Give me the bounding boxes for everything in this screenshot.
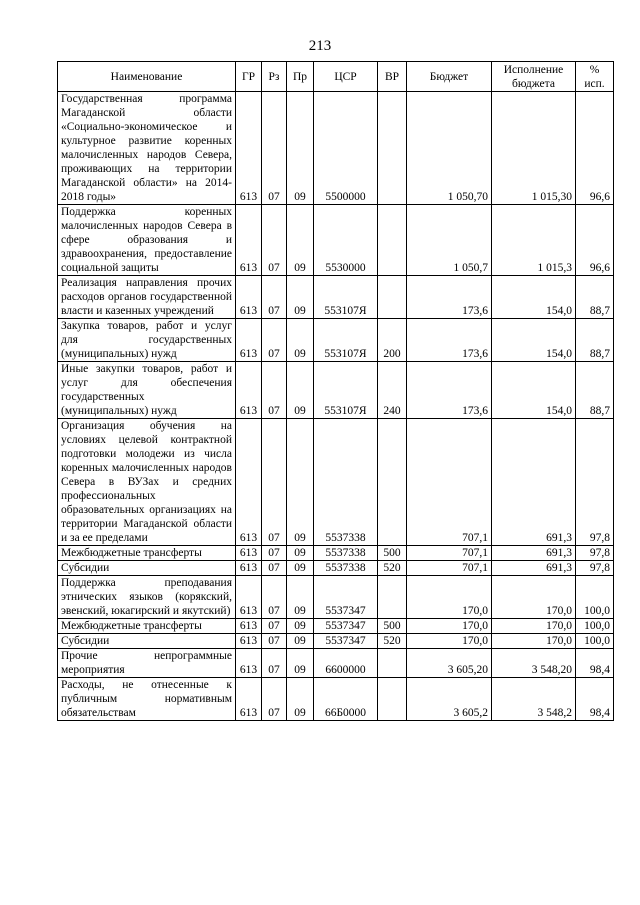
row-vr [378, 649, 407, 678]
row-vr: 200 [378, 319, 407, 362]
row-gr: 613 [236, 546, 262, 561]
row-gr: 613 [236, 619, 262, 634]
row-budget: 173,6 [407, 276, 492, 319]
row-gr: 613 [236, 678, 262, 721]
row-vr [378, 92, 407, 205]
row-name: Расходы, не отнесенные к публичным нормативным обязательствам [58, 678, 236, 721]
row-execution: 3 548,20 [492, 649, 576, 678]
row-execution: 1 015,30 [492, 92, 576, 205]
row-budget: 170,0 [407, 576, 492, 619]
row-gr: 613 [236, 319, 262, 362]
table-row [58, 319, 614, 362]
row-pr: 09 [287, 634, 314, 649]
row-execution: 691,3 [492, 419, 576, 546]
row-pr: 09 [287, 319, 314, 362]
table-row [58, 634, 614, 649]
row-vr [378, 678, 407, 721]
row-rz: 07 [262, 576, 287, 619]
row-rz: 07 [262, 619, 287, 634]
row-percent: 97,8 [576, 561, 614, 576]
column-header-pr: Пр [287, 62, 314, 92]
table-row [58, 205, 614, 276]
row-percent: 96,6 [576, 205, 614, 276]
row-csr: 553107Я [314, 362, 378, 419]
row-pr: 09 [287, 205, 314, 276]
row-csr: 5537338 [314, 546, 378, 561]
row-budget: 3 605,20 [407, 649, 492, 678]
row-budget: 1 050,70 [407, 92, 492, 205]
row-execution: 170,0 [492, 576, 576, 619]
table-row [58, 649, 614, 678]
column-header-vr: ВР [378, 62, 407, 92]
row-rz: 07 [262, 319, 287, 362]
row-name: Иные закупки товаров, работ и услуг для обеспечения государственных (муниципальных) нужд [58, 362, 236, 419]
row-name: Государственная программа Магаданской области «Социально-экономическое и культурное развитие коренных малочисленных народов Севера, проживающих на территории Магаданской области» на 2014-2018 годы» [58, 92, 236, 205]
row-rz: 07 [262, 649, 287, 678]
table-row [58, 276, 614, 319]
row-gr: 613 [236, 205, 262, 276]
row-execution: 170,0 [492, 619, 576, 634]
row-percent: 97,8 [576, 546, 614, 561]
row-execution: 154,0 [492, 319, 576, 362]
row-percent: 100,0 [576, 619, 614, 634]
row-name: Реализация направления прочих расходов органов государственной власти и казенных учреждений [58, 276, 236, 319]
row-vr: 520 [378, 561, 407, 576]
row-vr [378, 276, 407, 319]
row-pr: 09 [287, 678, 314, 721]
row-name: Закупка товаров, работ и услуг для государственных (муниципальных) нужд [58, 319, 236, 362]
row-pr: 09 [287, 546, 314, 561]
row-pr: 09 [287, 576, 314, 619]
row-csr: 5537347 [314, 576, 378, 619]
row-execution: 1 015,3 [492, 205, 576, 276]
row-percent: 97,8 [576, 419, 614, 546]
row-execution: 154,0 [492, 276, 576, 319]
row-percent: 88,7 [576, 362, 614, 419]
row-pr: 09 [287, 362, 314, 419]
row-csr: 5537347 [314, 619, 378, 634]
table-row [58, 576, 614, 619]
table-row [58, 619, 614, 634]
row-name: Субсидии [58, 634, 236, 649]
row-pr: 09 [287, 92, 314, 205]
row-pr: 09 [287, 649, 314, 678]
row-percent: 96,6 [576, 92, 614, 205]
row-csr: 5537338 [314, 561, 378, 576]
row-vr: 500 [378, 546, 407, 561]
row-execution: 154,0 [492, 362, 576, 419]
row-gr: 613 [236, 419, 262, 546]
row-budget: 3 605,2 [407, 678, 492, 721]
row-csr: 5500000 [314, 92, 378, 205]
row-gr: 613 [236, 649, 262, 678]
row-execution: 170,0 [492, 634, 576, 649]
row-rz: 07 [262, 362, 287, 419]
row-budget: 707,1 [407, 546, 492, 561]
column-header-percent: % исп. [576, 62, 614, 92]
row-vr [378, 205, 407, 276]
row-rz: 07 [262, 546, 287, 561]
row-percent: 100,0 [576, 634, 614, 649]
row-rz: 07 [262, 92, 287, 205]
row-vr: 520 [378, 634, 407, 649]
row-csr: 553107Я [314, 276, 378, 319]
row-name: Прочие непрограммные мероприятия [58, 649, 236, 678]
row-csr: 5530000 [314, 205, 378, 276]
row-percent: 98,4 [576, 678, 614, 721]
row-rz: 07 [262, 634, 287, 649]
row-rz: 07 [262, 419, 287, 546]
row-name: Субсидии [58, 561, 236, 576]
table-header-row [58, 62, 614, 92]
row-execution: 3 548,2 [492, 678, 576, 721]
row-execution: 691,3 [492, 546, 576, 561]
row-csr: 553107Я [314, 319, 378, 362]
row-name: Поддержка коренных малочисленных народов Севера в сфере образования и здравоохранения, предоставление социальной защиты [58, 205, 236, 276]
row-name: Межбюджетные трансферты [58, 546, 236, 561]
row-name: Межбюджетные трансферты [58, 619, 236, 634]
row-vr: 500 [378, 619, 407, 634]
row-budget: 170,0 [407, 634, 492, 649]
row-pr: 09 [287, 276, 314, 319]
row-rz: 07 [262, 561, 287, 576]
row-budget: 707,1 [407, 419, 492, 546]
row-gr: 613 [236, 561, 262, 576]
row-budget: 170,0 [407, 619, 492, 634]
column-header-rz: Рз [262, 62, 287, 92]
row-gr: 613 [236, 634, 262, 649]
row-pr: 09 [287, 619, 314, 634]
budget-table [57, 61, 614, 721]
row-budget: 707,1 [407, 561, 492, 576]
row-pr: 09 [287, 419, 314, 546]
column-header-budget: Бюджет [407, 62, 492, 92]
row-gr: 613 [236, 576, 262, 619]
row-budget: 173,6 [407, 319, 492, 362]
column-header-csr: ЦСР [314, 62, 378, 92]
row-csr: 5537347 [314, 634, 378, 649]
row-percent: 88,7 [576, 276, 614, 319]
row-vr [378, 576, 407, 619]
row-pr: 09 [287, 561, 314, 576]
row-name: Организация обучения на условиях целевой контрактной подготовки молодежи из числа коренных малочисленных народов Севера в ВУЗах и средних профессиональных образовательных организациях на территории Магаданской области и за ее пределами [58, 419, 236, 546]
column-header-execution: Исполнение бюджета [492, 62, 576, 92]
row-budget: 173,6 [407, 362, 492, 419]
row-percent: 100,0 [576, 576, 614, 619]
table-row [58, 419, 614, 546]
table-row [58, 678, 614, 721]
table-row [58, 362, 614, 419]
table-row [58, 92, 614, 205]
row-budget: 1 050,7 [407, 205, 492, 276]
table-row [58, 546, 614, 561]
row-rz: 07 [262, 276, 287, 319]
row-csr: 6600000 [314, 649, 378, 678]
column-header-gr: ГР [236, 62, 262, 92]
row-rz: 07 [262, 678, 287, 721]
row-execution: 691,3 [492, 561, 576, 576]
row-vr: 240 [378, 362, 407, 419]
table-row [58, 561, 614, 576]
row-vr [378, 419, 407, 546]
row-csr: 66Б0000 [314, 678, 378, 721]
row-rz: 07 [262, 205, 287, 276]
row-percent: 98,4 [576, 649, 614, 678]
row-csr: 5537338 [314, 419, 378, 546]
row-gr: 613 [236, 362, 262, 419]
row-gr: 613 [236, 276, 262, 319]
row-percent: 88,7 [576, 319, 614, 362]
row-gr: 613 [236, 92, 262, 205]
column-header-name: Наименование [58, 62, 236, 92]
row-name: Поддержка преподавания этнических языков (корякский, эвенский, юкагирский и якутский) [58, 576, 236, 619]
page-number: 213 [308, 38, 332, 54]
